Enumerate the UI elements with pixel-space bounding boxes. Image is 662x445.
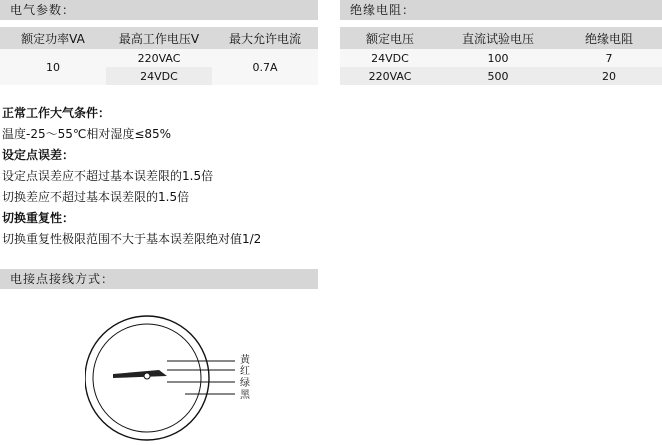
- wiring-header: 电接点接线方式：: [0, 269, 318, 289]
- table-cell: 500: [440, 67, 556, 85]
- condition-line: 切换重复性极限范围不大于基本误差限绝对值1/2: [2, 232, 262, 246]
- wire-label-green: 绿: [240, 378, 250, 389]
- col-header-voltage: 最高工作电压V: [106, 27, 212, 49]
- col-header-test-voltage: 直流试验电压: [440, 27, 556, 49]
- power-value: 10: [0, 49, 106, 85]
- table-cell: 100: [440, 49, 556, 67]
- table-cell: 20: [556, 67, 662, 85]
- condition-line: 温度-25～55℃相对湿度≤85%: [2, 127, 172, 141]
- col-header-power: 额定功率VA: [0, 27, 106, 49]
- wiring-diagram: [85, 306, 265, 445]
- insulation-table: [340, 27, 662, 85]
- wire-label-black: 黑: [240, 390, 250, 401]
- table-cell: 220VAC: [340, 67, 440, 85]
- col-header-current: 最大允许电流: [212, 27, 318, 49]
- electrical-params-table: [0, 27, 318, 85]
- conditions-block: [2, 103, 261, 250]
- col-header-resistance: 绝缘电阻: [556, 27, 662, 49]
- col-header-rated-voltage: 额定电压: [340, 27, 440, 49]
- voltage-value-dc: 24VDC: [106, 67, 212, 85]
- current-value: 0.7A: [212, 49, 318, 85]
- electrical-params-header: 电气参数：: [0, 0, 318, 20]
- wire-label-red: 红: [240, 366, 250, 377]
- condition-heading: 切换重复性：: [2, 211, 75, 225]
- table-cell: 24VDC: [340, 49, 440, 67]
- condition-line: 切换差应不超过基本误差限的1.5倍: [2, 190, 190, 204]
- table-cell: 7: [556, 49, 662, 67]
- pointer-needle: [113, 370, 167, 378]
- pointer-pivot: [144, 373, 150, 379]
- condition-line: 设定点误差应不超过基本误差限的1.5倍: [2, 169, 214, 183]
- wire-label-yellow: 黄: [240, 355, 250, 366]
- voltage-value-ac: 220VAC: [106, 49, 212, 67]
- condition-heading: 设定点误差：: [2, 148, 75, 162]
- insulation-resistance-header: 绝缘电阻：: [340, 0, 662, 20]
- condition-heading: 正常工作大气条件：: [2, 106, 111, 120]
